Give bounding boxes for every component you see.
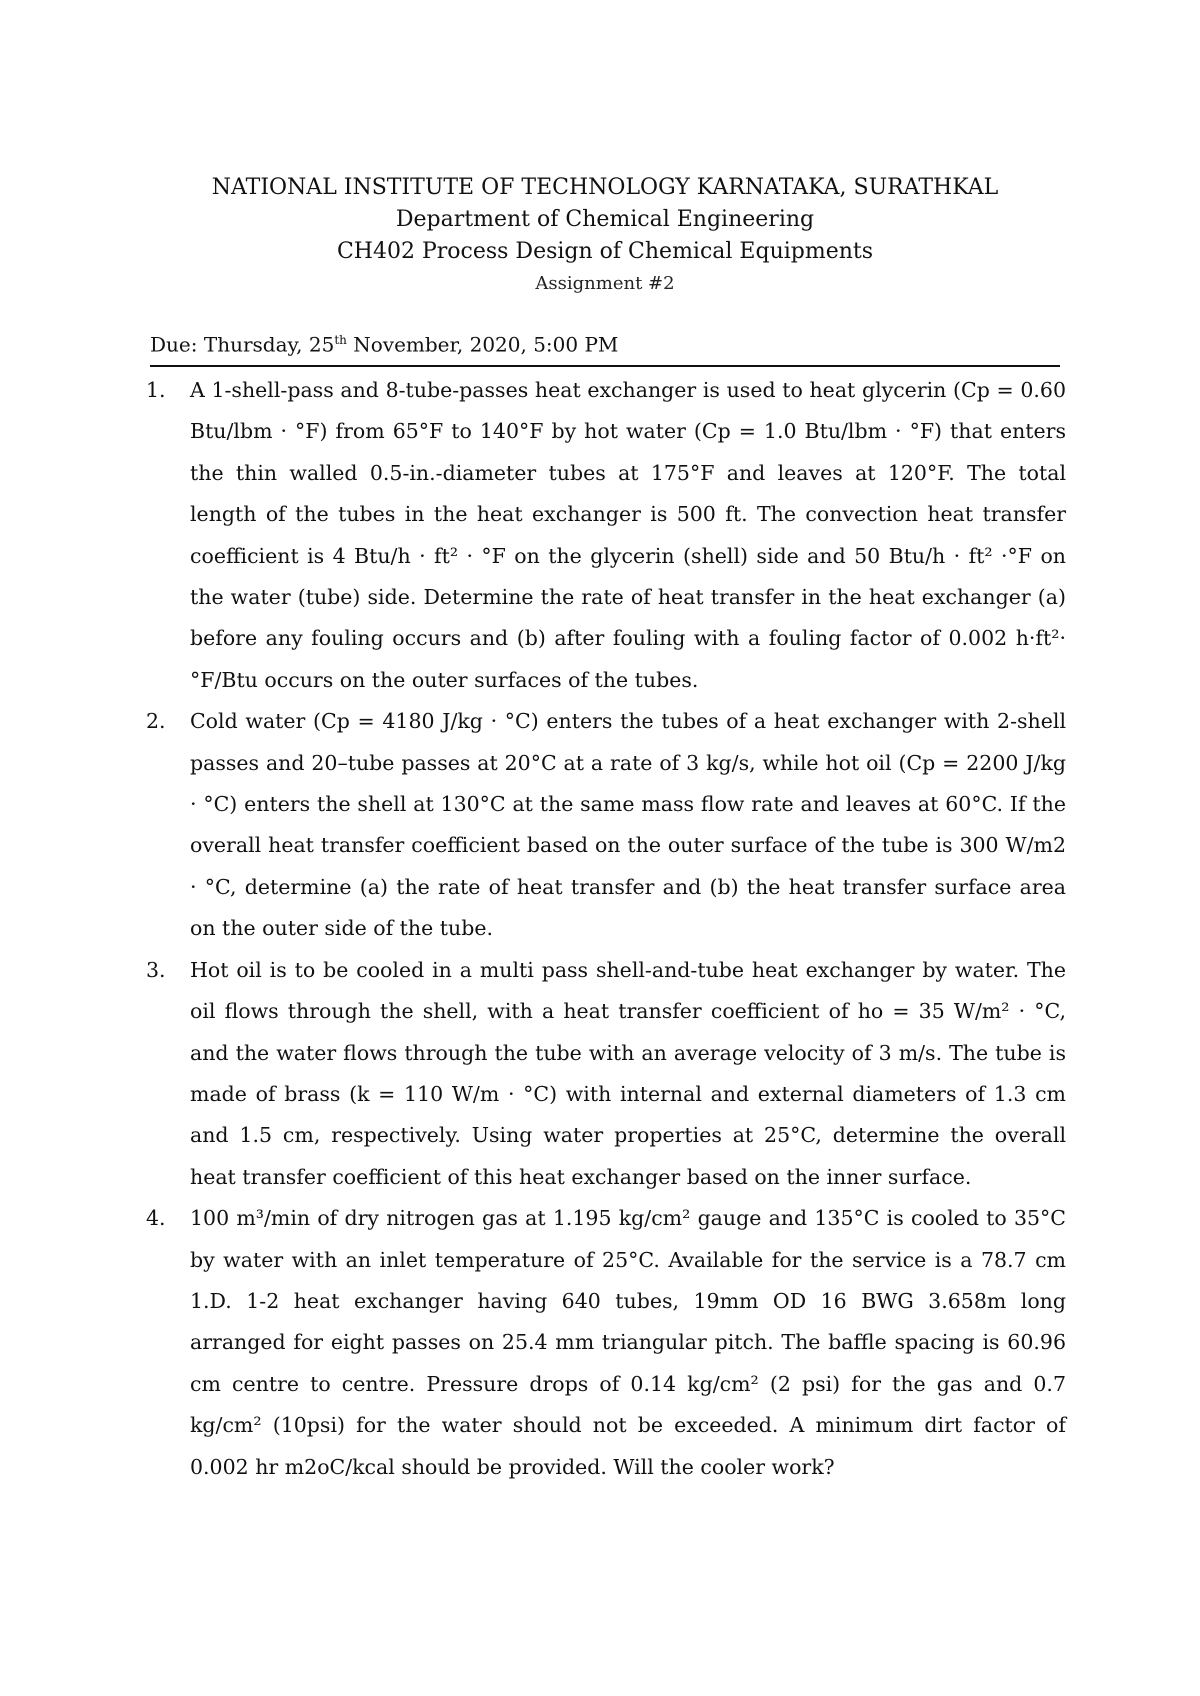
due-superscript: th (334, 333, 347, 347)
due-date (150, 326, 1060, 367)
question-text: Hot oil is to be cooled in a multi pass shell-and-tube heat exchanger by water. The oil flows through the shell, with a heat transfer coefficient of ho = 35 W/m² · °C, and the water flows through the tube with an average velocity of 3 m/s. The tube is made of brass (k = 110 W/m · °C) with internal and external diameters of 1.3 cm and 1.5 cm, respectively. Using water properties at 25°C, determine the overall heat transfer coefficient of this heat exchanger based on the inner surface. (190, 957, 1066, 1189)
question-text: A 1-shell-pass and 8-tube-passes heat exchanger is used to heat glycerin (Cp = 0.60 Btu/lbm · °F) from 65°F to 140°F by hot water (Cp = 1.0 Btu/lbm · °F) that enters the thin walled 0.5-in.-diameter tubes at 175°F and leaves at 120°F. The total length of the tubes in the heat exchanger is 500 ft. The convection heat transfer coefficient is 4 Btu/h · ft² · °F on the glycerin (shell) side and 50 Btu/h · ft² ·°F on the water (tube) side. Determine the rate of heat transfer in the heat exchanger (a) before any fouling occurs and (b) after fouling with a fouling factor of 0.002 h·ft²· °F/Btu occurs on the outer surfaces of the tubes. (190, 378, 1066, 692)
question-text: Cold water (Cp = 4180 J/kg · °C) enters the tubes of a heat exchanger with 2-shell passes and 20–tube passes at 20°C at a rate of 3 kg/s, while hot oil (Cp = 2200 J/kg · °C) enters the shell at 130°C at the same mass flow rate and leaves at 60°C. If the overall heat transfer coefficient based on the outer surface of the tube is 300 W/m2 · °C, determine (a) the rate of heat transfer and (b) the heat transfer surface area on the outer side of the tube. (190, 709, 1066, 941)
question-item (146, 1198, 1066, 1488)
question-number: 4. (146, 1206, 166, 1231)
question-item (146, 701, 1066, 949)
question-number: 3. (146, 957, 166, 982)
due-prefix: Due: Thursday, 25 (150, 332, 335, 357)
assignment-title: Assignment #2 (535, 273, 675, 294)
question-number: 1. (146, 378, 166, 402)
question-list (146, 370, 1066, 1488)
department-name: Department of Chemical Engineering (395, 207, 815, 232)
question-item (146, 370, 1066, 701)
course-title: CH402 Process Design of Chemical Equipments (336, 239, 874, 264)
institute-name: NATIONAL INSTITUTE OF TECHNOLOGY KARNATAKA, SURATHKAL (211, 175, 999, 200)
question-text: 100 m³/min of dry nitrogen gas at 1.195 kg/cm² gauge and 135°C is cooled to 35°C by water with an inlet temperature of 25°C. Available for the service is a 78.7 cm 1.D. 1-2 heat exchanger having 640 tubes, 19mm OD 16 BWG 3.658m long arranged for eight passes on 25.4 mm triangular pitch. The baffle spacing is 60.96 cm centre to centre. Pressure drops of 0.14 kg/cm² (2 psi) for the gas and 0.7 kg/cm² (10psi) for the water should not be exceeded. A minimum dirt factor of 0.002 hr m2oC/kcal should be provided. Will the cooler work? (190, 1206, 1066, 1479)
question-number: 2. (146, 709, 166, 734)
document-header (150, 172, 1060, 300)
question-item (146, 950, 1066, 1198)
due-suffix: November, 2020, 5:00 PM (346, 332, 619, 357)
